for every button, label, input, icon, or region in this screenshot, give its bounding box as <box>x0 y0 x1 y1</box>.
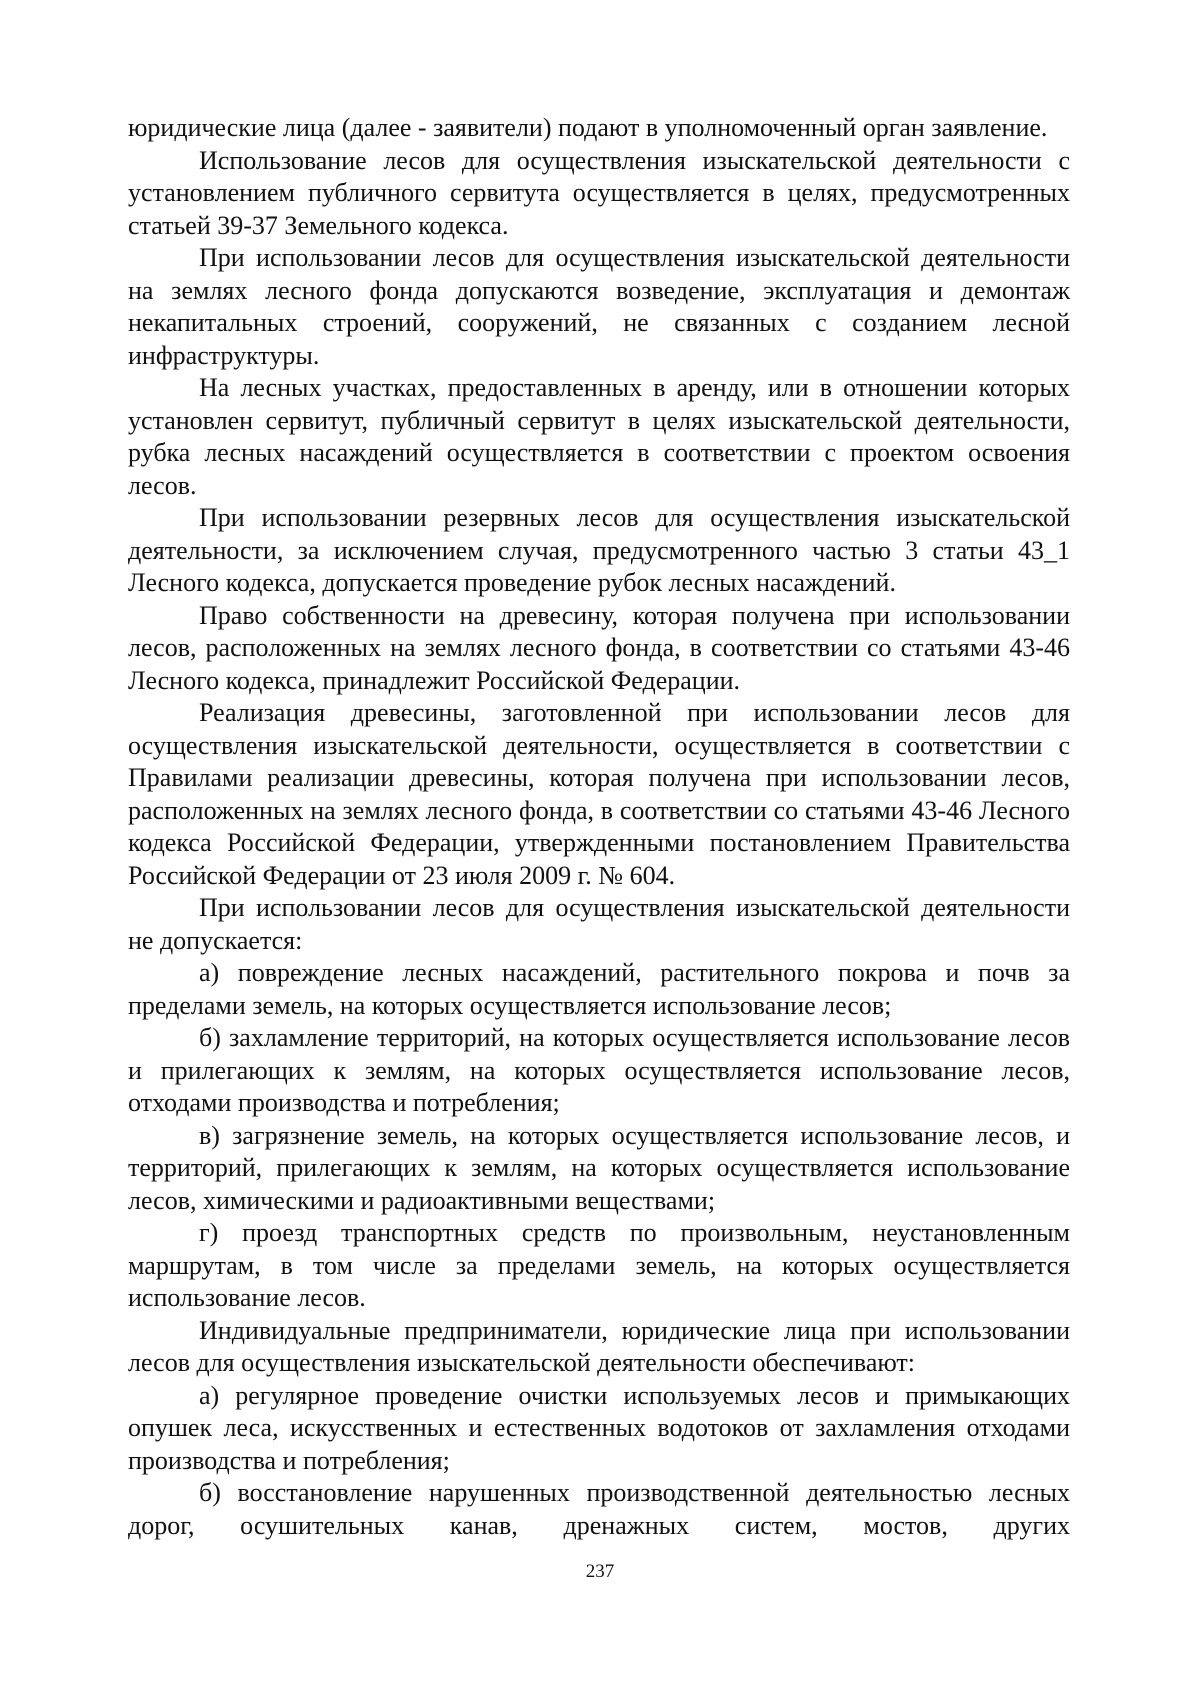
list-item-b-restoration: б) восстановление нарушенных производственной деятельностью лесных дорог, осушительных канав, дренажных систем, мостов, других <box>128 1478 1070 1540</box>
paragraph-reserve-forests: При использовании резервных лесов для осуществления изыскательской деятельности, за исключением случая, предусмотренного частью 3 статьи 43_1 Лесного кодекса, допускается проведение рубок лесных насаждений. <box>128 503 1070 597</box>
paragraph-leased-plots: На лесных участках, предоставленных в аренду, или в отношении которых установлен сервитут, публичный сервитут в целях изыскательской деятельности, рубка лесных насаждений осуществляется в соответствии с проектом освоения лесов. <box>128 373 1070 500</box>
page-number: 237 <box>585 1561 615 1582</box>
document-body <box>128 112 1070 1542</box>
paragraph-timber-sale: Реализация древесины, заготовленной при использовании лесов для осуществления изыскательской деятельности, осуществляется в соответствии с Правилами реализации древесины, которая получена при использовании лесов, расположенных на землях лесного фонда, в соответствии со статьями 43-46 Лесного кодекса Российской Федерации, утвержденными постановлением Правительства Российской Федерации от 23 июля 2009 г. № 604. <box>128 698 1070 890</box>
list-item-b-littering: б) захламление территорий, на которых осуществляется использование лесов и прилегающих к землям, на которых осуществляется использование лесов, отходами производства и потребления; <box>128 1023 1070 1117</box>
paragraph-not-allowed-intro: При использовании лесов для осуществления изыскательской деятельности не допускается: <box>128 893 1070 955</box>
paragraph-temporary-structures: При использовании лесов для осуществления изыскательской деятельности на землях лесного фонда допускаются возведение, эксплуатация и демонтаж некапитальных строений, сооружений, не связанных с созданием лесной инфраструктуры. <box>128 243 1070 370</box>
list-item-c-pollution: в) загрязнение земель, на которых осуществляется использование лесов, и территорий, прилегающих к землям, на которых осуществляется использование лесов, химическими и радиоактивными веществами; <box>128 1120 1070 1215</box>
list-item-a-damage: а) повреждение лесных насаждений, растительного покрова и почв за пределами земель, на которых осуществляется использование лесов; <box>128 958 1070 1020</box>
list-item-d-vehicles: г) проезд транспортных средств по произвольным, неустановленным маршрутам, в том числе за пределами земель, на которых осуществляется использование лесов. <box>128 1218 1070 1312</box>
list-item-a-cleaning: а) регулярное проведение очистки используемых лесов и примыкающих опушек леса, искусственных и естественных водотоков от захламления отходами производства и потребления; <box>128 1380 1070 1475</box>
paragraph-timber-ownership: Право собственности на древесину, которая получена при использовании лесов, расположенных на землях лесного фонда, в соответствии со статьями 43-46 Лесного кодекса, принадлежит Российской Федерации. <box>128 600 1070 695</box>
paragraph-public-servitude: Использование лесов для осуществления изыскательской деятельности с установлением публичного сервитута осуществляется в целях, предусмотренных статьей 39-37 Земельного кодекса. <box>128 145 1070 240</box>
paragraph-applicants: юридические лица (далее - заявители) подают в уполномоченный орган заявление. <box>128 113 1048 142</box>
paragraph-obligations-intro: Индивидуальные предприниматели, юридические лица при использовании лесов для осуществления изыскательской деятельности обеспечивают: <box>128 1315 1070 1377</box>
